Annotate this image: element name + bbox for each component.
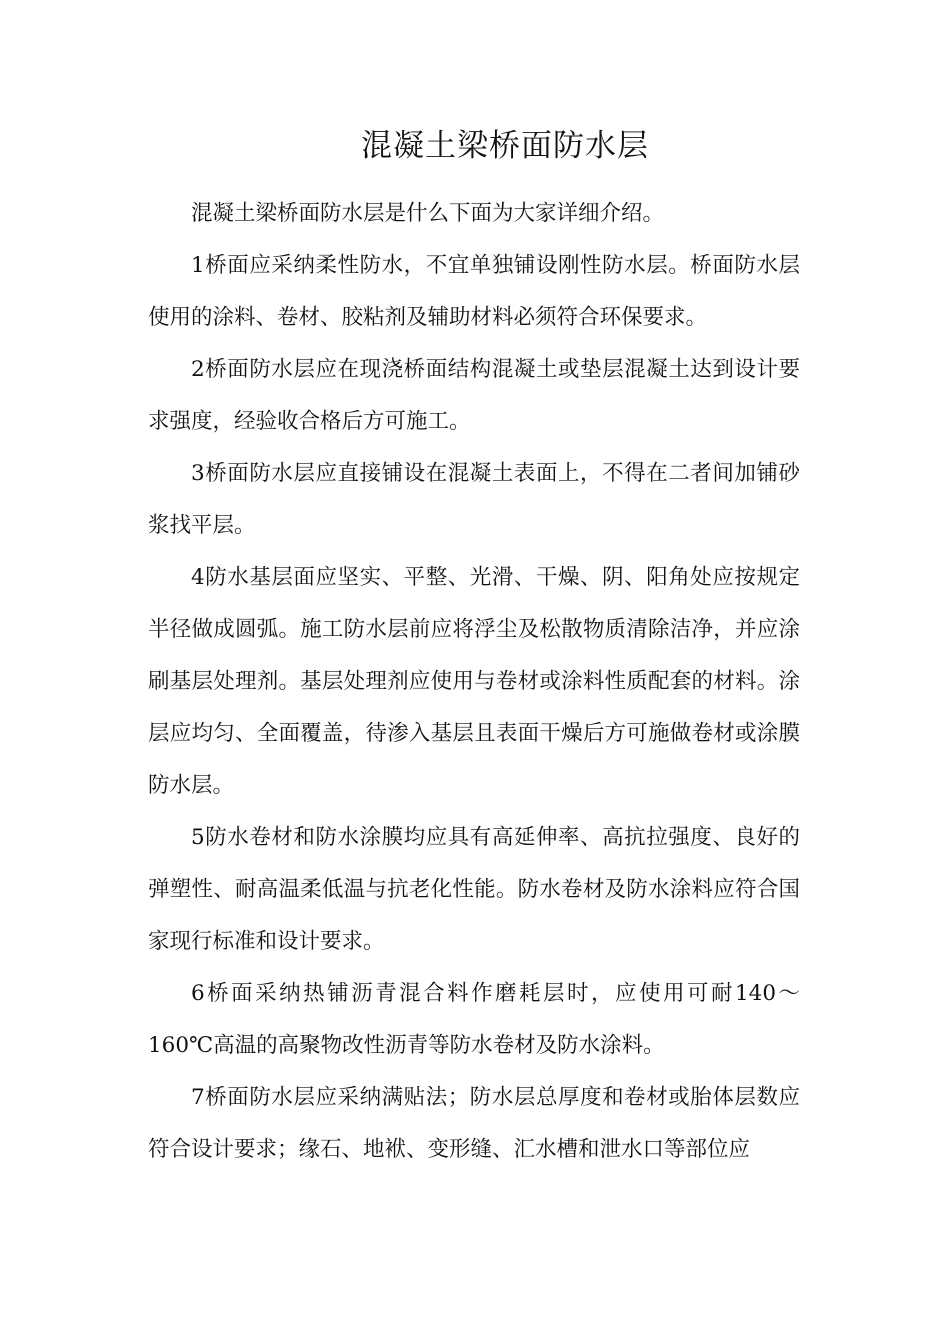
paragraph-7: 7桥面防水层应采纳满贴法；防水层总厚度和卷材或胎体层数应符合设计要求；缘石、地袱、变形缝、汇水槽和泄水口等部位应 xyxy=(148,1085,800,1162)
paragraph-4: 4防水基层面应坚实、平整、光滑、干燥、阴、阳角处应按规定半径做成圆弧。施工防水层前应将浮尘及松散物质清除洁净，并应涂刷基层处理剂。基层处理剂应使用与卷材或涂料性质配套的材料。涂层应均匀、全面覆盖，待渗入基层且表面干燥后方可施做卷材或涂膜防水层。 xyxy=(148,565,800,798)
paragraph-2: 2桥面防水层应在现浇桥面结构混凝土或垫层混凝土达到设计要求强度，经验收合格后方可施工。 xyxy=(148,357,800,434)
paragraph-5: 5防水卷材和防水涂膜均应具有高延伸率、高抗拉强度、良好的弹塑性、耐高温柔低温与抗老化性能。防水卷材及防水涂料应符合国家现行标准和设计要求。 xyxy=(148,825,800,954)
paragraph-6: 6桥面采纳热铺沥青混合料作磨耗层时，应使用可耐140～160℃高温的高聚物改性沥青等防水卷材及防水涂料。 xyxy=(148,981,800,1058)
document-title: 混凝土梁桥面防水层 xyxy=(361,128,649,164)
paragraph-3: 3桥面防水层应直接铺设在混凝土表面上，不得在二者间加铺砂浆找平层。 xyxy=(148,461,800,538)
paragraph-intro: 混凝土梁桥面防水层是什么下面为大家详细介绍。 xyxy=(191,201,665,226)
document-body xyxy=(148,188,800,1176)
paragraph-1: 1桥面应采纳柔性防水，不宜单独铺设刚性防水层。桥面防水层使用的涂料、卷材、胶粘剂及辅助材料必须符合环保要求。 xyxy=(148,253,800,330)
